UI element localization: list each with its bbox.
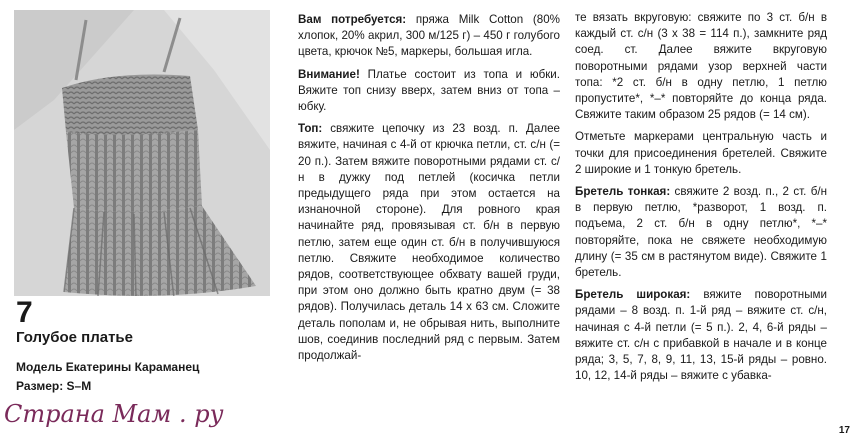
- thin-strap-paragraph: [575, 184, 827, 281]
- materials-paragraph: [298, 12, 560, 61]
- size-label: Размер:: [16, 379, 64, 393]
- top-paragraph: [298, 121, 560, 364]
- thin-strap-text: свяжите 2 возд. п., 2 ст. б/н в первую петлю, *разворот, 1 возд. п. подъема, 2 ст. б/н в одну петлю*, *–* повторяйте, пока не свяжете необходимую длину (= 35 см в растянутом виде). Свяжите 1 бретель.: [575, 185, 827, 280]
- text-column-1: [298, 12, 560, 370]
- page-number: 17: [838, 425, 850, 436]
- top-text: свяжите цепочку из 23 возд. п. Далее вяжите, начиная с 4-й от крючка петли, ст. с/н (= 20 п.). Затем вяжите поворотными рядами ст. с/н в дужку под петлей (косичка петли предыдущего ряда при этом остается на изнаночной стороне). Для ровного края начинайте ряд, провязывая ст. б/н в первую петлю, затем еще один ст. б/н в получившуюся петлю. Свяжите необходимое количество рядов, соответствующее обхвату вашей груди, при этом оно должно быть кратно двум (= 38 рядов). Получилась деталь 14 х 63 см. Сложите деталь пополам и, не обрывая нить, выполните шов, соединив последний ряд с первым. Затем продолжай-: [298, 122, 560, 363]
- text-column-2: [575, 10, 827, 390]
- attention-label: Внимание!: [298, 67, 360, 81]
- wide-strap-label: Бретель широкая:: [575, 288, 691, 302]
- size-value: S–M: [63, 379, 92, 393]
- top-label: Топ:: [298, 122, 323, 136]
- watermark-logo: Страна Мам . ру: [4, 400, 224, 428]
- attention-text: Платье состоит из топа и юбки. Вяжите топ снизу вверх, затем вниз от топа – юбку.: [298, 67, 560, 114]
- size-info: [16, 379, 91, 394]
- article-number: 7: [16, 296, 33, 329]
- model-author: Модель Екатерины Караманец: [16, 360, 200, 374]
- continuation-paragraph: те вязать вкруговую: свяжите по 3 ст. б/н в каждый ст. с/н (3 х 38 = 114 п.), замкните ряд соед. ст. Далее вяжите вкруговую поворотными рядами узор верхней части топа: *2 ст. б/н в одну петлю, 1 петлю пропустите*, *–* повторяйте до конца ряда. Свяжите таким образом 25 рядов (= 14 см).: [575, 11, 827, 122]
- wide-strap-paragraph: [575, 287, 827, 384]
- thin-strap-label: Бретель тонкая:: [575, 185, 671, 199]
- materials-label: Вам потребуется:: [298, 13, 407, 26]
- attention-paragraph: [298, 67, 560, 116]
- wide-strap-text: вяжите поворотными рядами – 8 возд. п. 1-й ряд – вяжите ст. с/н, начиная с 4-й петли (= 5 п.). 2, 4, 6-й ряды – вяжите ст. с/н с прибавкой в начале и в конце ряда; 3, 5, 7, 8, 9, 11, 13, 15-й ряды – ровно. 10, 12, 14-й ряды – вяжите с убавка-: [575, 288, 827, 383]
- crochet-dress-photo-icon: [14, 10, 270, 296]
- markers-paragraph: Отметьте маркерами центральную часть и точки для присоединения бретелей. Свяжите 2 широкие и 1 тонкую бретель.: [575, 130, 827, 176]
- article-title: Голубое платье: [16, 329, 133, 346]
- materials-text: пряжа Milk Cotton (80% хлопок, 20% акрил, 300 м/125 г) – 450 г голубого цвета, крючок №5, маркеры, большая игла.: [298, 13, 560, 59]
- dress-photo: [14, 10, 270, 296]
